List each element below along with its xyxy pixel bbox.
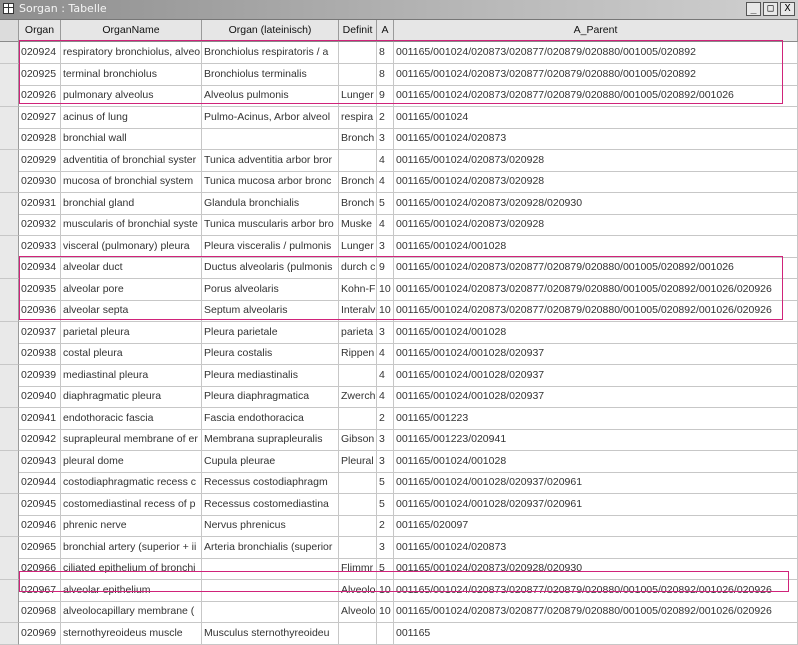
- organ-latin-cell[interactable]: Alveolus pulmonis: [202, 85, 339, 107]
- table-row[interactable]: [0, 322, 798, 344]
- table-row[interactable]: [0, 236, 798, 258]
- maximize-button[interactable]: □: [763, 2, 778, 16]
- organ-id-cell[interactable]: 020925: [19, 64, 61, 86]
- organ-name-cell[interactable]: diaphragmatic pleura: [61, 386, 202, 408]
- organ-name-cell[interactable]: alveolar duct: [61, 257, 202, 279]
- definition-cell[interactable]: Kohn-F: [339, 279, 377, 301]
- organ-latin-cell[interactable]: Septum alveolaris: [202, 300, 339, 322]
- organ-name-cell[interactable]: mediastinal pleura: [61, 365, 202, 387]
- organ-name-cell[interactable]: pleural dome: [61, 451, 202, 473]
- close-button[interactable]: X: [780, 2, 795, 16]
- organ-id-cell[interactable]: 020942: [19, 429, 61, 451]
- organ-latin-cell[interactable]: Pleura mediastinalis: [202, 365, 339, 387]
- organ-id-cell[interactable]: 020932: [19, 214, 61, 236]
- organ-latin-cell[interactable]: Tunica adventitia arbor bror: [202, 150, 339, 172]
- a-cell[interactable]: 10: [377, 601, 394, 623]
- a-parent-cell[interactable]: 001165/001024/001028/020937/020961: [394, 472, 798, 494]
- table-row[interactable]: [0, 128, 798, 150]
- organ-id-cell[interactable]: 020924: [19, 42, 61, 64]
- definition-cell[interactable]: [339, 472, 377, 494]
- organ-name-cell[interactable]: alveolar pore: [61, 279, 202, 301]
- organ-name-cell[interactable]: muscularis of bronchial syste: [61, 214, 202, 236]
- definition-cell[interactable]: Alveolo: [339, 601, 377, 623]
- table-row[interactable]: [0, 107, 798, 129]
- a-parent-cell[interactable]: 001165/001024/020873/020928/020930: [394, 558, 798, 580]
- row-selector[interactable]: [0, 451, 19, 473]
- table-row[interactable]: [0, 623, 798, 645]
- a-parent-cell[interactable]: 001165/001024/020873/020877/020879/020880/001005/020892/001026: [394, 85, 798, 107]
- row-selector[interactable]: [0, 472, 19, 494]
- a-parent-cell[interactable]: 001165/001223/020941: [394, 429, 798, 451]
- table-row[interactable]: [0, 257, 798, 279]
- row-selector[interactable]: [0, 85, 19, 107]
- row-selector[interactable]: [0, 107, 19, 129]
- a-cell[interactable]: 3: [377, 128, 394, 150]
- organ-latin-cell[interactable]: Ductus alveolaris (pulmonis: [202, 257, 339, 279]
- definition-cell[interactable]: Pleural: [339, 451, 377, 473]
- a-cell[interactable]: 2: [377, 515, 394, 537]
- organ-name-cell[interactable]: costal pleura: [61, 343, 202, 365]
- organ-id-cell[interactable]: 020939: [19, 365, 61, 387]
- organ-name-cell[interactable]: costodiaphragmatic recess c: [61, 472, 202, 494]
- a-parent-cell[interactable]: 001165/001024/020873/020928: [394, 150, 798, 172]
- table-row[interactable]: [0, 408, 798, 430]
- definition-cell[interactable]: [339, 537, 377, 559]
- definition-cell[interactable]: [339, 365, 377, 387]
- table-row[interactable]: [0, 558, 798, 580]
- organ-name-cell[interactable]: costomediastinal recess of p: [61, 494, 202, 516]
- organ-id-cell[interactable]: 020967: [19, 580, 61, 602]
- definition-cell[interactable]: parieta: [339, 322, 377, 344]
- row-selector[interactable]: [0, 429, 19, 451]
- table-row[interactable]: [0, 451, 798, 473]
- definition-cell[interactable]: [339, 408, 377, 430]
- table-row[interactable]: [0, 300, 798, 322]
- table-icon: [3, 3, 14, 14]
- organ-id-cell[interactable]: 020929: [19, 150, 61, 172]
- column-header-definition[interactable]: Definit: [339, 20, 377, 42]
- definition-cell[interactable]: Alveolo: [339, 580, 377, 602]
- a-cell[interactable]: 2: [377, 107, 394, 129]
- organ-latin-cell[interactable]: Musculus sternothyreoideu: [202, 623, 339, 645]
- a-cell[interactable]: 9: [377, 257, 394, 279]
- column-header-a-parent[interactable]: A_Parent: [394, 20, 798, 42]
- definition-cell[interactable]: Lunger: [339, 85, 377, 107]
- row-selector[interactable]: [0, 515, 19, 537]
- row-selector[interactable]: [0, 386, 19, 408]
- table-row[interactable]: [0, 343, 798, 365]
- organ-latin-cell[interactable]: Nervus phrenicus: [202, 515, 339, 537]
- column-header-organ-latin[interactable]: Organ (lateinisch): [202, 20, 339, 42]
- definition-cell[interactable]: Bronch: [339, 193, 377, 215]
- table-row[interactable]: [0, 193, 798, 215]
- organ-latin-cell[interactable]: [202, 128, 339, 150]
- definition-cell[interactable]: Zwerch: [339, 386, 377, 408]
- organ-latin-cell[interactable]: Fascia endothoracica: [202, 408, 339, 430]
- organ-latin-cell[interactable]: Membrana suprapleuralis: [202, 429, 339, 451]
- organ-latin-cell[interactable]: Bronchiolus terminalis: [202, 64, 339, 86]
- minimize-button[interactable]: _: [746, 2, 761, 16]
- organ-name-cell[interactable]: acinus of lung: [61, 107, 202, 129]
- a-cell[interactable]: 10: [377, 279, 394, 301]
- row-selector[interactable]: [0, 322, 19, 344]
- definition-cell[interactable]: Rippen: [339, 343, 377, 365]
- a-parent-cell[interactable]: 001165/001024/020873/020928: [394, 214, 798, 236]
- a-cell[interactable]: 4: [377, 343, 394, 365]
- organ-name-cell[interactable]: terminal bronchiolus: [61, 64, 202, 86]
- row-selector[interactable]: [0, 537, 19, 559]
- organ-name-cell[interactable]: pulmonary alveolus: [61, 85, 202, 107]
- a-cell[interactable]: 9: [377, 85, 394, 107]
- organ-latin-cell[interactable]: Pleura visceralis / pulmonis: [202, 236, 339, 258]
- row-selector[interactable]: [0, 150, 19, 172]
- table-row[interactable]: [0, 537, 798, 559]
- organ-id-cell[interactable]: 020926: [19, 85, 61, 107]
- row-selector[interactable]: [0, 171, 19, 193]
- table-row[interactable]: [0, 85, 798, 107]
- a-parent-cell[interactable]: 001165/001024/020873/020877/020879/020880/001005/020892/001026/020926: [394, 601, 798, 623]
- a-cell[interactable]: 4: [377, 386, 394, 408]
- row-selector[interactable]: [0, 343, 19, 365]
- organ-id-cell[interactable]: 020945: [19, 494, 61, 516]
- organ-id-cell[interactable]: 020927: [19, 107, 61, 129]
- a-parent-cell[interactable]: 001165/001223: [394, 408, 798, 430]
- organ-name-cell[interactable]: adventitia of bronchial syster: [61, 150, 202, 172]
- row-selector[interactable]: [0, 257, 19, 279]
- definition-cell[interactable]: durch c: [339, 257, 377, 279]
- row-selector[interactable]: [0, 623, 19, 645]
- a-parent-cell[interactable]: 001165/001024/020873/020877/020879/020880/001005/020892: [394, 64, 798, 86]
- row-selector[interactable]: [0, 601, 19, 623]
- a-parent-cell[interactable]: 001165/001024/001028/020937: [394, 343, 798, 365]
- organ-name-cell[interactable]: parietal pleura: [61, 322, 202, 344]
- a-parent-cell[interactable]: 001165/020097: [394, 515, 798, 537]
- organ-id-cell[interactable]: 020944: [19, 472, 61, 494]
- a-cell[interactable]: 4: [377, 214, 394, 236]
- organ-id-cell[interactable]: 020933: [19, 236, 61, 258]
- a-parent-cell[interactable]: 001165/001024/001028: [394, 322, 798, 344]
- table-row[interactable]: [0, 386, 798, 408]
- a-cell[interactable]: 5: [377, 472, 394, 494]
- organ-id-cell[interactable]: 020965: [19, 537, 61, 559]
- definition-cell[interactable]: [339, 494, 377, 516]
- organ-name-cell[interactable]: suprapleural membrane of er: [61, 429, 202, 451]
- organ-name-cell[interactable]: alveolar epithelium: [61, 580, 202, 602]
- organ-id-cell[interactable]: 020969: [19, 623, 61, 645]
- table-row[interactable]: [0, 42, 798, 64]
- a-parent-cell[interactable]: 001165/001024/001028/020937: [394, 365, 798, 387]
- a-cell[interactable]: 3: [377, 322, 394, 344]
- organ-latin-cell[interactable]: [202, 601, 339, 623]
- a-parent-cell[interactable]: 001165/001024/001028/020937/020961: [394, 494, 798, 516]
- row-selector[interactable]: [0, 558, 19, 580]
- organ-id-cell[interactable]: 020936: [19, 300, 61, 322]
- a-cell[interactable]: 5: [377, 193, 394, 215]
- definition-cell[interactable]: respira: [339, 107, 377, 129]
- column-header-organname[interactable]: OrganName: [61, 20, 202, 42]
- a-parent-cell[interactable]: 001165: [394, 623, 798, 645]
- organ-latin-cell[interactable]: Glandula bronchialis: [202, 193, 339, 215]
- organ-name-cell[interactable]: respiratory bronchiolus, alveo: [61, 42, 202, 64]
- table-row[interactable]: [0, 494, 798, 516]
- a-parent-cell[interactable]: 001165/001024: [394, 107, 798, 129]
- organ-latin-cell[interactable]: Cupula pleurae: [202, 451, 339, 473]
- a-cell[interactable]: 3: [377, 236, 394, 258]
- organ-name-cell[interactable]: ciliated epithelium of bronchi: [61, 558, 202, 580]
- organ-name-cell[interactable]: sternothyreoideus muscle: [61, 623, 202, 645]
- organ-name-cell[interactable]: bronchial gland: [61, 193, 202, 215]
- table-row[interactable]: [0, 515, 798, 537]
- organ-latin-cell[interactable]: Bronchiolus respiratoris / a: [202, 42, 339, 64]
- organ-id-cell[interactable]: 020934: [19, 257, 61, 279]
- a-parent-cell[interactable]: 001165/001024/020873/020877/020879/020880/001005/020892/001026: [394, 257, 798, 279]
- a-cell[interactable]: 3: [377, 451, 394, 473]
- organ-name-cell[interactable]: bronchial artery (superior + ii: [61, 537, 202, 559]
- table-row[interactable]: [0, 601, 798, 623]
- row-selector[interactable]: [0, 408, 19, 430]
- table-row[interactable]: [0, 214, 798, 236]
- row-selector[interactable]: [0, 214, 19, 236]
- definition-cell[interactable]: Bronch: [339, 128, 377, 150]
- definition-cell[interactable]: Muske: [339, 214, 377, 236]
- definition-cell[interactable]: Lunger: [339, 236, 377, 258]
- organ-id-cell[interactable]: 020928: [19, 128, 61, 150]
- a-parent-cell[interactable]: 001165/001024/001028: [394, 236, 798, 258]
- a-cell[interactable]: 8: [377, 64, 394, 86]
- row-selector[interactable]: [0, 279, 19, 301]
- definition-cell[interactable]: Bronch: [339, 171, 377, 193]
- table-row[interactable]: [0, 150, 798, 172]
- organ-latin-cell[interactable]: Pulmo-Acinus, Arbor alveol: [202, 107, 339, 129]
- a-cell[interactable]: 10: [377, 300, 394, 322]
- a-cell[interactable]: 4: [377, 365, 394, 387]
- table-row[interactable]: [0, 365, 798, 387]
- table-row[interactable]: [0, 472, 798, 494]
- row-selector[interactable]: [0, 193, 19, 215]
- organ-id-cell[interactable]: 020938: [19, 343, 61, 365]
- a-cell[interactable]: 3: [377, 537, 394, 559]
- a-parent-cell[interactable]: 001165/001024/020873/020928: [394, 171, 798, 193]
- a-parent-cell[interactable]: 001165/001024/020873/020877/020879/020880/001005/020892: [394, 42, 798, 64]
- organ-id-cell[interactable]: 020935: [19, 279, 61, 301]
- definition-cell[interactable]: [339, 42, 377, 64]
- organ-latin-cell[interactable]: [202, 558, 339, 580]
- row-selector[interactable]: [0, 236, 19, 258]
- a-cell[interactable]: 5: [377, 494, 394, 516]
- a-parent-cell[interactable]: 001165/001024/001028/020937: [394, 386, 798, 408]
- organ-id-cell[interactable]: 020940: [19, 386, 61, 408]
- organ-latin-cell[interactable]: Recessus costodiaphragm: [202, 472, 339, 494]
- a-parent-cell[interactable]: 001165/001024/020873/020928/020930: [394, 193, 798, 215]
- table-row[interactable]: [0, 580, 798, 602]
- organ-latin-cell[interactable]: Recessus costomediastina: [202, 494, 339, 516]
- a-parent-cell[interactable]: 001165/001024/001028: [394, 451, 798, 473]
- definition-cell[interactable]: [339, 515, 377, 537]
- definition-cell[interactable]: [339, 64, 377, 86]
- select-all-corner[interactable]: [0, 20, 19, 42]
- a-cell[interactable]: 2: [377, 408, 394, 430]
- table-row[interactable]: [0, 279, 798, 301]
- a-parent-cell[interactable]: 001165/001024/020873/020877/020879/020880/001005/020892/001026/020926: [394, 300, 798, 322]
- definition-cell[interactable]: [339, 623, 377, 645]
- organ-name-cell[interactable]: mucosa of bronchial system: [61, 171, 202, 193]
- organ-name-cell[interactable]: visceral (pulmonary) pleura: [61, 236, 202, 258]
- organ-latin-cell[interactable]: [202, 580, 339, 602]
- organ-id-cell[interactable]: 020946: [19, 515, 61, 537]
- title-bar[interactable]: [0, 0, 798, 20]
- row-selector[interactable]: [0, 42, 19, 64]
- table-row[interactable]: [0, 171, 798, 193]
- header-row: [0, 20, 798, 42]
- a-cell[interactable]: 3: [377, 429, 394, 451]
- row-selector[interactable]: [0, 128, 19, 150]
- organ-id-cell[interactable]: 020937: [19, 322, 61, 344]
- a-cell[interactable]: 4: [377, 150, 394, 172]
- definition-cell[interactable]: [339, 150, 377, 172]
- row-selector[interactable]: [0, 580, 19, 602]
- organ-id-cell[interactable]: 020943: [19, 451, 61, 473]
- row-selector[interactable]: [0, 300, 19, 322]
- definition-cell[interactable]: Gibson: [339, 429, 377, 451]
- a-parent-cell[interactable]: 001165/001024/020873/020877/020879/020880/001005/020892/001026/020926: [394, 580, 798, 602]
- table-row[interactable]: [0, 429, 798, 451]
- organ-name-cell[interactable]: bronchial wall: [61, 128, 202, 150]
- organ-latin-cell[interactable]: Tunica muscularis arbor bro: [202, 214, 339, 236]
- a-cell[interactable]: 5: [377, 558, 394, 580]
- organ-latin-cell[interactable]: Pleura parietale: [202, 322, 339, 344]
- row-selector[interactable]: [0, 365, 19, 387]
- column-header-a[interactable]: A: [377, 20, 394, 42]
- organ-latin-cell[interactable]: Pleura costalis: [202, 343, 339, 365]
- organ-latin-cell[interactable]: Tunica mucosa arbor bronc: [202, 171, 339, 193]
- organ-latin-cell[interactable]: Pleura diaphragmatica: [202, 386, 339, 408]
- row-selector[interactable]: [0, 494, 19, 516]
- row-selector[interactable]: [0, 64, 19, 86]
- organ-name-cell[interactable]: endothoracic fascia: [61, 408, 202, 430]
- a-parent-cell[interactable]: 001165/001024/020873/020877/020879/020880/001005/020892/001026/020926: [394, 279, 798, 301]
- definition-cell[interactable]: Flimmr: [339, 558, 377, 580]
- a-cell[interactable]: 4: [377, 171, 394, 193]
- organ-id-cell[interactable]: 020968: [19, 601, 61, 623]
- a-parent-cell[interactable]: 001165/001024/020873: [394, 128, 798, 150]
- organ-latin-cell[interactable]: Arteria bronchialis (superior: [202, 537, 339, 559]
- organ-latin-cell[interactable]: Porus alveolaris: [202, 279, 339, 301]
- organ-id-cell[interactable]: 020966: [19, 558, 61, 580]
- organ-id-cell[interactable]: 020931: [19, 193, 61, 215]
- table-row[interactable]: [0, 64, 798, 86]
- organ-name-cell[interactable]: alveolocapillary membrane (: [61, 601, 202, 623]
- window-title: Sorgan : Tabelle: [19, 2, 107, 15]
- organ-name-cell[interactable]: alveolar septa: [61, 300, 202, 322]
- organ-id-cell[interactable]: 020930: [19, 171, 61, 193]
- organ-id-cell[interactable]: 020941: [19, 408, 61, 430]
- organ-name-cell[interactable]: phrenic nerve: [61, 515, 202, 537]
- column-header-organ[interactable]: Organ: [19, 20, 61, 42]
- definition-cell[interactable]: Interalv: [339, 300, 377, 322]
- a-cell[interactable]: 10: [377, 580, 394, 602]
- a-cell[interactable]: 8: [377, 42, 394, 64]
- a-parent-cell[interactable]: 001165/001024/020873: [394, 537, 798, 559]
- a-cell[interactable]: [377, 623, 394, 645]
